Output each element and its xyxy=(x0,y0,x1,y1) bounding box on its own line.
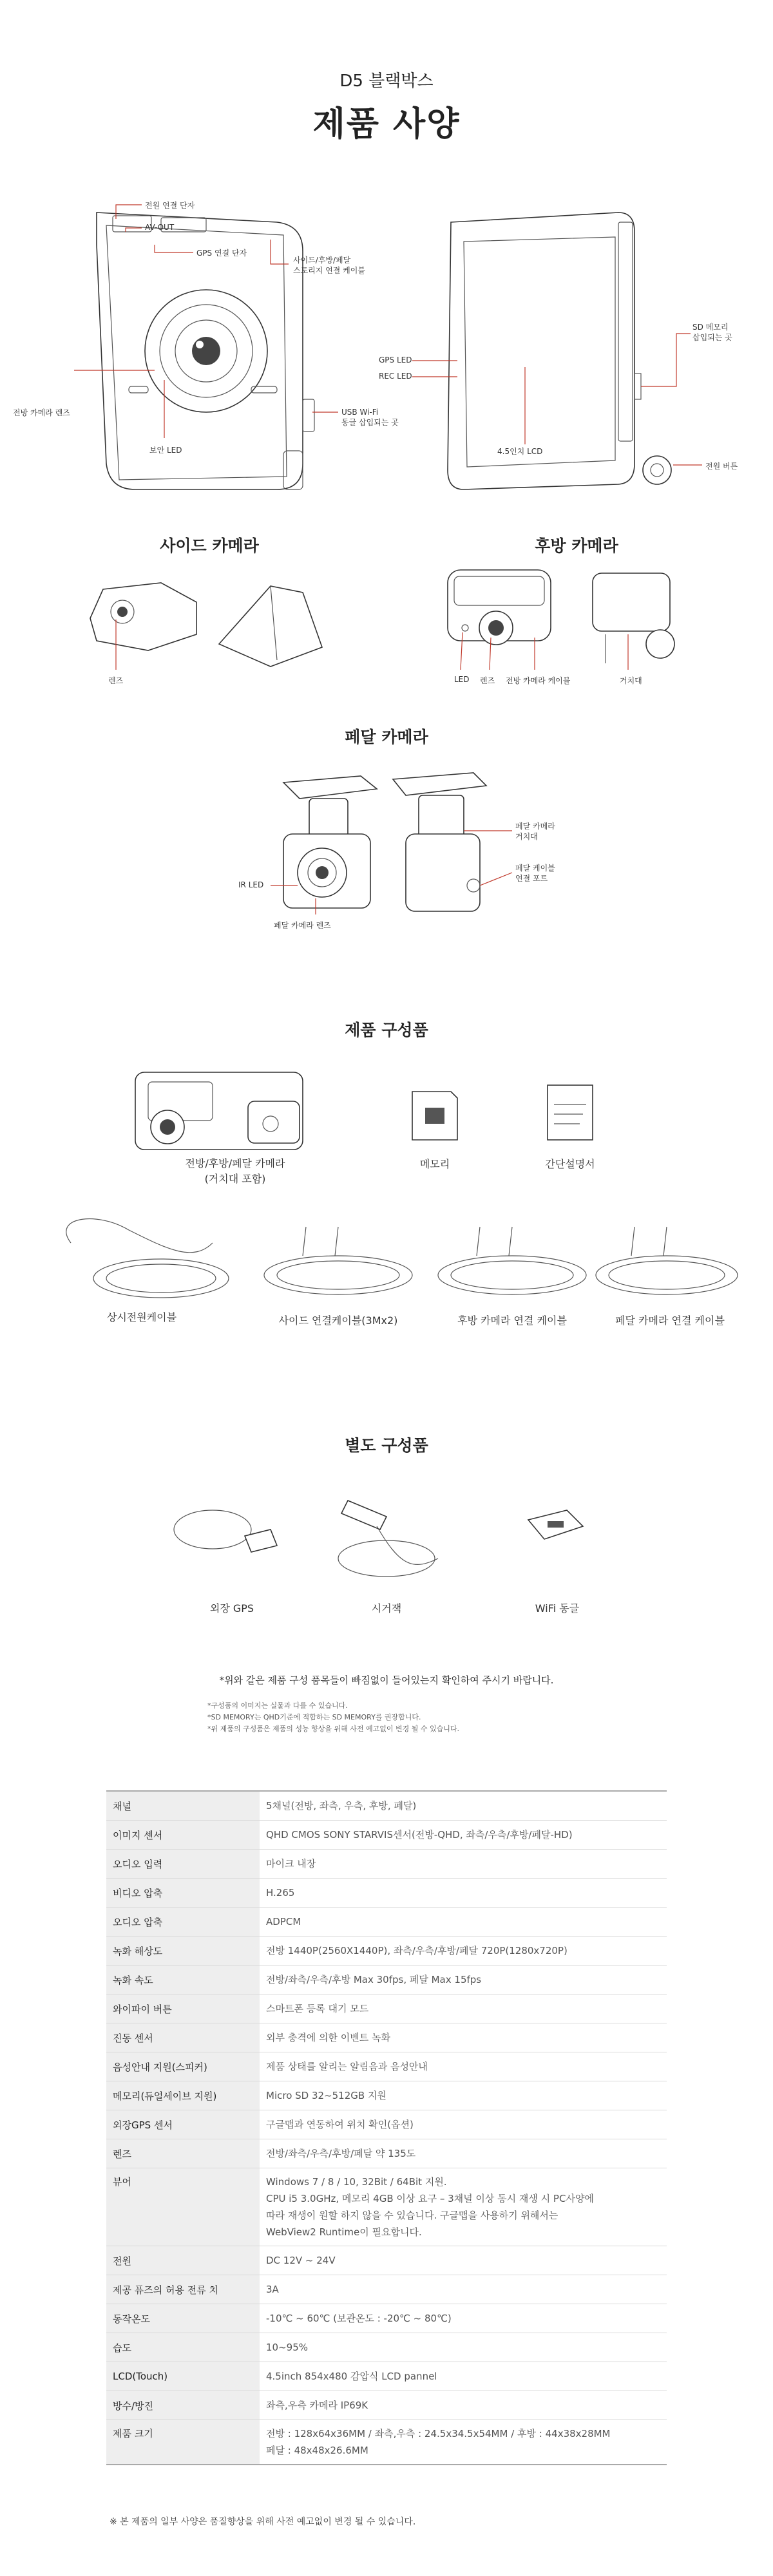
spec-key: 이미지 센서 xyxy=(106,1821,260,1850)
spec-value xyxy=(260,1965,667,1994)
spec-key: 제공 퓨즈의 허용 전류 치 xyxy=(106,2275,260,2304)
spec-value xyxy=(260,2391,667,2420)
spec-row xyxy=(106,2168,667,2246)
spec-key: 습도 xyxy=(106,2333,260,2362)
pedal-camera-title: 페달 카메라 xyxy=(345,728,428,746)
spec-value xyxy=(260,2420,667,2465)
spec-row xyxy=(106,1791,667,1821)
spec-row xyxy=(106,1821,667,1850)
label-rear-lens: 렌즈 xyxy=(480,676,495,685)
page-title: 제품 사양 xyxy=(312,105,461,144)
spec-key: 제품 크기 xyxy=(106,2420,260,2465)
spec-value xyxy=(260,1850,667,1879)
spec-row xyxy=(106,1965,667,1994)
spec-value xyxy=(260,1908,667,1937)
page-subtitle: D5 블랙박스 xyxy=(339,71,434,91)
spec-key: 비디오 압축 xyxy=(106,1879,260,1908)
spec-value-line: 10~95% xyxy=(266,2342,308,2353)
spec-value-line: QHD CMOS SONY STARVIS센서(전방-QHD, 좌측/우측/후방/페달-HD) xyxy=(266,1829,573,1841)
spec-row xyxy=(106,2081,667,2110)
label-av-out: AV-OUT xyxy=(145,223,175,232)
spec-value xyxy=(260,2110,667,2139)
spec-key: 음성안내 지원(스피커) xyxy=(106,2052,260,2081)
spec-value xyxy=(260,1791,667,1821)
spec-key: 녹화 속도 xyxy=(106,1965,260,1994)
spec-value xyxy=(260,2246,667,2275)
spec-value-line: H.265 xyxy=(266,1887,295,1899)
spec-value xyxy=(260,1937,667,1965)
label-power-button: 전원 버튼 xyxy=(705,462,738,471)
optional-gps xyxy=(174,1510,277,1552)
footer-note: ※ 본 제품의 일부 사양은 품질향상을 위해 사전 예고없이 변경 될 수 있습니다. xyxy=(110,2517,416,2527)
caption-wifi: WiFi 동글 xyxy=(535,1602,580,1615)
spec-row xyxy=(106,2023,667,2052)
spec-value-line: CPU i5 3.0GHz, 메모리 4GB 이상 요구 – 3채널 이상 동시 재생 시 PC사양에 xyxy=(266,2193,594,2204)
label-power-port: 전원 연결 단자 xyxy=(145,201,195,210)
spec-value xyxy=(260,2362,667,2391)
spec-value-line: 전방/좌측/우측/후방 Max 30fps, 페달 Max 15fps xyxy=(266,1974,482,1985)
spec-value-line: 4.5inch 854x480 감압식 LCD pannel xyxy=(266,2371,437,2382)
spec-value xyxy=(260,2081,667,2110)
label-front-lens: 전방 카메라 렌즈 xyxy=(13,408,70,417)
spec-value-line: 전방 1440P(2560X1440P), 좌측/우측/후방/페달 720P(1280x720P) xyxy=(266,1945,568,1956)
spec-value xyxy=(260,2139,667,2168)
spec-row xyxy=(106,1879,667,1908)
label-gps-port: GPS 연결 단자 xyxy=(196,249,247,258)
spec-key: 방수/방진 xyxy=(106,2391,260,2420)
spec-row xyxy=(106,2110,667,2139)
spec-row xyxy=(106,2420,667,2465)
label-usb-wifi: USB Wi-Fi 동글 삽입되는 곳 xyxy=(341,408,399,427)
spec-value-line: Micro SD 32~512GB 지원 xyxy=(266,2090,386,2101)
spec-value xyxy=(260,2275,667,2304)
spec-row xyxy=(106,2139,667,2168)
spec-key: 와이파이 버튼 xyxy=(106,1994,260,2023)
label-lcd: 4.5인치 LCD xyxy=(497,447,543,456)
spec-value xyxy=(260,2023,667,2052)
rear-camera-title: 후방 카메라 xyxy=(535,536,618,555)
spec-value-line: ADPCM xyxy=(266,1916,301,1927)
label-rear-mount: 거치대 xyxy=(620,676,642,685)
caption-cable-rear: 후방 카메라 연결 케이블 xyxy=(457,1314,567,1327)
label-pedal-mount: 페달 카메라 거치대 xyxy=(515,822,555,841)
spec-value-line: 제품 상태를 알리는 알림음과 음성안내 xyxy=(266,2061,428,2072)
optional-wifi-dongle xyxy=(528,1510,583,1539)
spec-key: 동작온도 xyxy=(106,2304,260,2333)
spec-value-line: 구글맵과 연동하여 위치 확인(옵션) xyxy=(266,2119,414,2130)
label-side-lens: 렌즈 xyxy=(108,676,124,685)
label-rec-led: REC LED xyxy=(379,372,412,381)
spec-value-line: Windows 7 / 8 / 10, 32Bit / 64Bit 지원. xyxy=(266,2176,447,2188)
small-note: *구성품의 이미지는 실물과 다를 수 있습니다. xyxy=(207,1701,348,1710)
label-ir-led: IR LED xyxy=(238,880,264,889)
spec-value xyxy=(260,2168,667,2246)
label-gps-led: GPS LED xyxy=(379,355,412,365)
label-pedal-lens: 페달 카메라 렌즈 xyxy=(274,921,331,930)
label-side-cable: 사이드/후방/페달 스토리지 연결 케이블 xyxy=(293,256,365,275)
caption-gps: 외장 GPS xyxy=(209,1602,254,1615)
caption-cameras: 전방/후방/페달 카메라 (거치대 포함) xyxy=(185,1157,285,1185)
spec-row xyxy=(106,2304,667,2333)
spec-value-line: WebView2 Runtime이 필요합니다. xyxy=(266,2226,422,2238)
spec-value-line: 마이크 내장 xyxy=(266,1858,316,1870)
spec-value-line: 3A xyxy=(266,2284,279,2295)
label-sd-slot: SD 메모리 삽입되는 곳 xyxy=(692,323,732,342)
notice-text: *위와 같은 제품 구성 품목들이 빠짐없이 들어있는지 확인하여 주시기 바랍니다. xyxy=(219,1674,554,1686)
spec-key: LCD(Touch) xyxy=(106,2362,260,2391)
caption-cigar: 시거잭 xyxy=(371,1602,402,1615)
spec-key: 뷰어 xyxy=(106,2168,260,2246)
spec-value-line: 따라 재생이 원할 하지 않을 수 있습니다. 구글맵을 사용하기 위해서는 xyxy=(266,2210,558,2221)
optional-cigar-jack xyxy=(338,1501,438,1577)
small-note: *위 제품의 구성품은 제품의 성능 향상을 위해 사전 예고없이 변경 될 수 있습니다. xyxy=(207,1725,459,1733)
spec-value-line: 페달 : 48x48x26.6MM xyxy=(266,2445,368,2456)
spec-row xyxy=(106,2362,667,2391)
spec-value-line: 전방/좌측/우측/후방/페달 약 135도 xyxy=(266,2148,416,2159)
side-camera-title: 사이드 카메라 xyxy=(160,536,259,555)
label-rear-cable: 전방 카메라 케이블 xyxy=(506,676,571,685)
spec-value xyxy=(260,1821,667,1850)
spec-row xyxy=(106,1850,667,1879)
spec-value xyxy=(260,2333,667,2362)
caption-cable-side: 사이드 연결케이블(3Mx2) xyxy=(278,1314,398,1327)
spec-row xyxy=(106,2052,667,2081)
spec-value xyxy=(260,1994,667,2023)
spec-value-line: 전방 : 128x64x36MM / 좌측,우측 : 24.5x34.5x54MM / 후방 : 44x38x28MM xyxy=(266,2428,611,2439)
caption-cable-pedal: 페달 카메라 연결 케이블 xyxy=(615,1314,725,1327)
spec-key: 오디오 입력 xyxy=(106,1850,260,1879)
spec-key: 외장GPS 센서 xyxy=(106,2110,260,2139)
spec-key: 전원 xyxy=(106,2246,260,2275)
spec-table xyxy=(106,1790,667,2465)
spec-value-line: 외부 충격에 의한 이벤트 녹화 xyxy=(266,2032,390,2043)
label-rear-led: LED xyxy=(454,675,470,684)
spec-row xyxy=(106,2246,667,2275)
spec-value-line: DC 12V ~ 24V xyxy=(266,2255,336,2266)
spec-value-line: 5채널(전방, 좌측, 우측, 후방, 페달) xyxy=(266,1800,417,1812)
small-note: *SD MEMORY는 QHD기준에 적합하는 SD MEMORY를 권장합니다. xyxy=(207,1713,421,1721)
spec-row xyxy=(106,1994,667,2023)
spec-key: 오디오 압축 xyxy=(106,1908,260,1937)
spec-row xyxy=(106,2333,667,2362)
spec-value-line: 스마트폰 등록 대기 모드 xyxy=(266,2003,369,2014)
spec-key: 렌즈 xyxy=(106,2139,260,2168)
label-security-led: 보안 LED xyxy=(149,446,182,455)
spec-row xyxy=(106,2391,667,2420)
spec-row xyxy=(106,2275,667,2304)
spec-value-line: 좌측,우측 카메라 IP69K xyxy=(266,2400,368,2411)
spec-value xyxy=(260,2304,667,2333)
caption-manual: 간단설명서 xyxy=(545,1158,595,1170)
label-pedal-port: 페달 케이블 연결 포트 xyxy=(515,864,555,883)
spec-table-body xyxy=(106,1791,667,2465)
caption-memory: 메모리 xyxy=(419,1158,450,1170)
spec-key: 녹화 해상도 xyxy=(106,1937,260,1965)
small-notes xyxy=(207,1700,459,1735)
optional-title: 별도 구성품 xyxy=(345,1436,428,1455)
spec-key: 채널 xyxy=(106,1791,260,1821)
spec-key: 메모리(듀얼세이브 지원) xyxy=(106,2081,260,2110)
spec-row xyxy=(106,1937,667,1965)
spec-value-line: -10℃ ~ 60℃ (보관온도 : -20℃ ~ 80℃) xyxy=(266,2313,452,2324)
spec-value xyxy=(260,2052,667,2081)
caption-cable-power: 상시전원케이블 xyxy=(106,1311,177,1323)
components-title: 제품 구성품 xyxy=(345,1021,428,1039)
spec-row xyxy=(106,1908,667,1937)
spec-value xyxy=(260,1879,667,1908)
spec-key: 진동 센서 xyxy=(106,2023,260,2052)
